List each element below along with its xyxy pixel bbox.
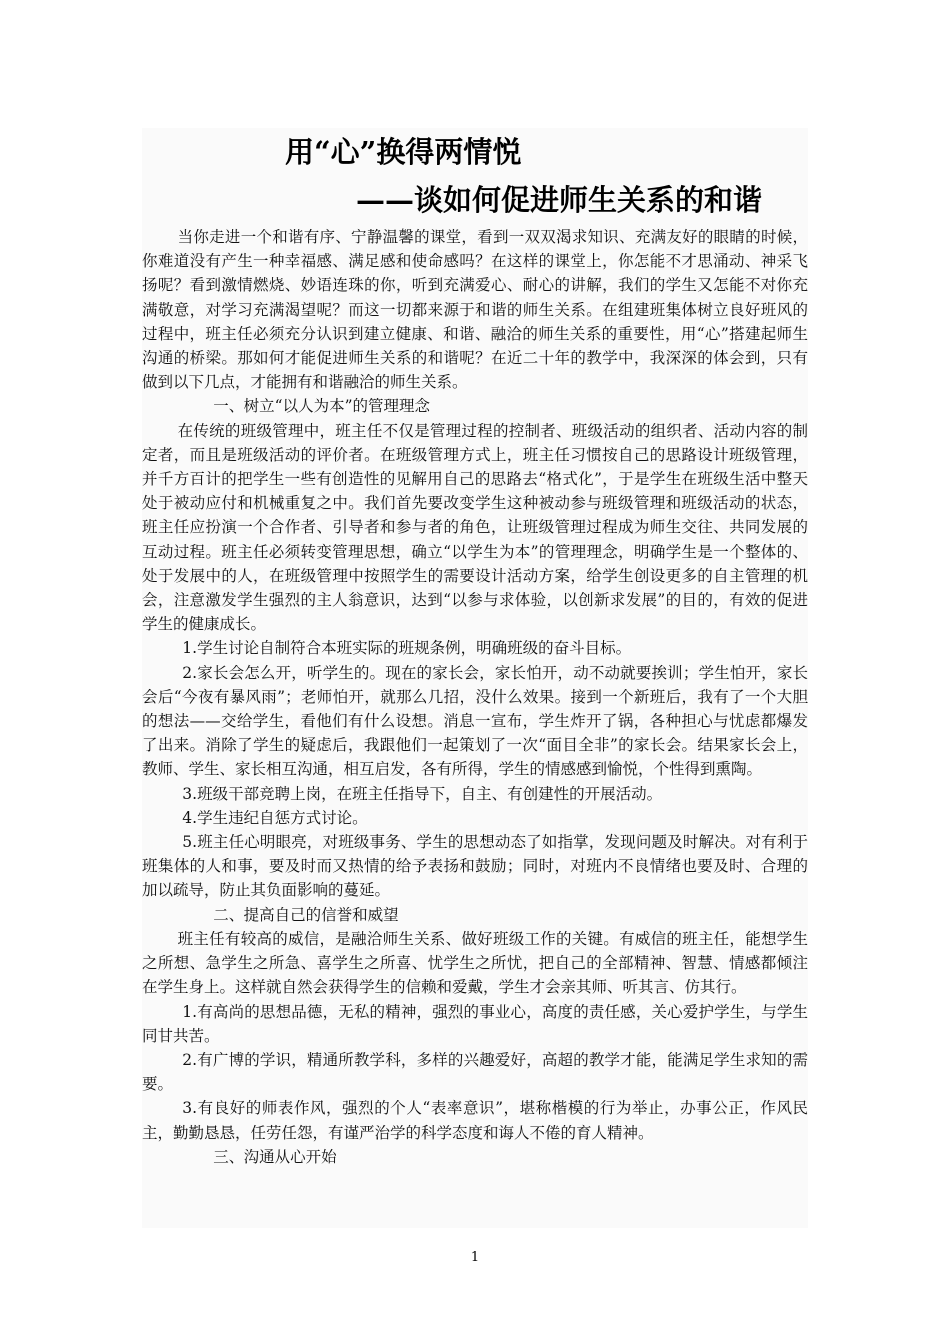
section-number: 二、 bbox=[213, 905, 245, 924]
section-heading-text: 沟通从心开始 bbox=[243, 1147, 337, 1166]
section-heading-3 bbox=[142, 1145, 808, 1169]
section-number: 一、 bbox=[213, 397, 245, 416]
page-number: 1 bbox=[470, 1250, 480, 1265]
section-heading-text: 提高自己的信誉和威望 bbox=[243, 905, 399, 924]
document-title: 用“心”换得两情悦 bbox=[285, 135, 522, 169]
list-item: 1.有高尚的思想品德，无私的精神，强烈的事业心，高度的责任感，关心爱护学生，与学生同甘共苦。 bbox=[142, 1002, 808, 1045]
list-item: 3.有良好的师表作风，强烈的个人“表率意识”，堪称楷模的行为举止，办事公正，作风民主，勤勤恳恳，任劳任怨，有谨严治学的科学态度和诲人不倦的育人精神。 bbox=[142, 1099, 808, 1142]
intro-paragraph: 当你走进一个和谐有序、宁静温馨的课堂，看到一双双渴求知识、充满友好的眼睛的时候，你难道没有产生一种幸福感、满足感和使命感吗？在这样的课堂上，你怎能不才思涌动、神采飞扬呢？看到激情燃烧、妙语连珠的你，听到充满爱心、耐心的讲解，我们的学生又怎能不对你充满敬意，对学习充满渴望呢？而这一切都来源于和谐的师生关系。在组建班集体树立良好班风的过程中，班主任必须充分认识到建立健康、和谐、融洽的师生关系的重要性，用“心”搭建起师生沟通的桥梁。那如何才能促进师生关系的和谐呢？在近二十年的教学中，我深深的体会到，只有做到以下几点，才能拥有和谐融洽的师生关系。 bbox=[142, 228, 808, 392]
list-item: 1.学生讨论自制符合本班实际的班规条例，明确班级的奋斗目标。 bbox=[182, 639, 632, 658]
section-heading-2 bbox=[142, 903, 808, 927]
section-heading-1 bbox=[142, 394, 808, 418]
list-item: 3.班级干部竞聘上岗，在班主任指导下，自主、有创建性的开展活动。 bbox=[182, 784, 663, 803]
section-paragraph: 在传统的班级管理中，班主任不仅是管理过程的控制者、班级活动的组织者、活动内容的制定者，而且是班级活动的评价者。在班级管理方式上，班主任习惯按自己的思路设计班级管理，并千方百计的把学生一些有创造性的见解用自己的思路去“格式化”，于是学生在班级生活中整天处于被动应付和机械重复之中。我们首先要改变学生这种被动参与班级管理和班级活动的状态，班主任应扮演一个合作者、引导者和参与者的角色，让班级管理过程成为师生交往、共同发展的互动过程。班主任必须转变管理思想，确立“以学生为本”的管理理念，明确学生是一个整体的、处于发展中的人，在班级管理中按照学生的需要设计活动方案，给学生创设更多的自主管理的机会，注意激发学生强烈的主人翁意识，达到“以参与求体验，以创新求发展”的目的，有效的促进学生的健康成长。 bbox=[142, 421, 808, 634]
list-item: 2.家长会怎么开，听学生的。现在的家长会，家长怕开，动不动就要挨训；学生怕开，家长会后“今夜有暴风雨”；老师怕开，就那么几招，没什么效果。接到一个新班后，我有了一个大胆的想法——交给学生，看他们有什么设想。消息一宣布，学生炸开了锅，各种担心与忧虑都爆发了出来。消除了学生的疑虑后，我跟他们一起策划了一次“面目全非”的家长会。结果家长会上，教师、学生、家长相互沟通，相互启发，各有所得，学生的情感感到愉悦，个性得到熏陶。 bbox=[142, 663, 808, 779]
section-number: 三、 bbox=[213, 1147, 245, 1166]
list-item: 4.学生违纪自惩方式讨论。 bbox=[182, 808, 368, 827]
section-heading-text: 树立“以人为本”的管理理念 bbox=[243, 397, 430, 416]
list-item: 5.班主任心明眼亮，对班级事务、学生的思想动态了如指掌，发现问题及时解决。对有利于班集体的人和事，要及时而又热情的给予表扬和鼓励；同时，对班内不良情绪也要及时、合理的加以疏导，防止其负面影响的蔓延。 bbox=[142, 833, 808, 900]
document-subtitle: ——谈如何促进师生关系的和谐 bbox=[356, 183, 763, 217]
section-paragraph: 班主任有较高的威信，是融洽师生关系、做好班级工作的关键。有威信的班主任，能想学生之所想、急学生之所急、喜学生之所喜、忧学生之所忧，把自己的全部精神、智慧、情感都倾注在学生身上。这样就自然会获得学生的信赖和爱戴，学生才会亲其师、听其言、仿其行。 bbox=[142, 929, 808, 997]
list-item: 2.有广博的学识，精通所教学科，多样的兴趣爱好，高超的教学才能，能满足学生求知的需要。 bbox=[142, 1050, 808, 1094]
document-body bbox=[142, 225, 808, 1169]
